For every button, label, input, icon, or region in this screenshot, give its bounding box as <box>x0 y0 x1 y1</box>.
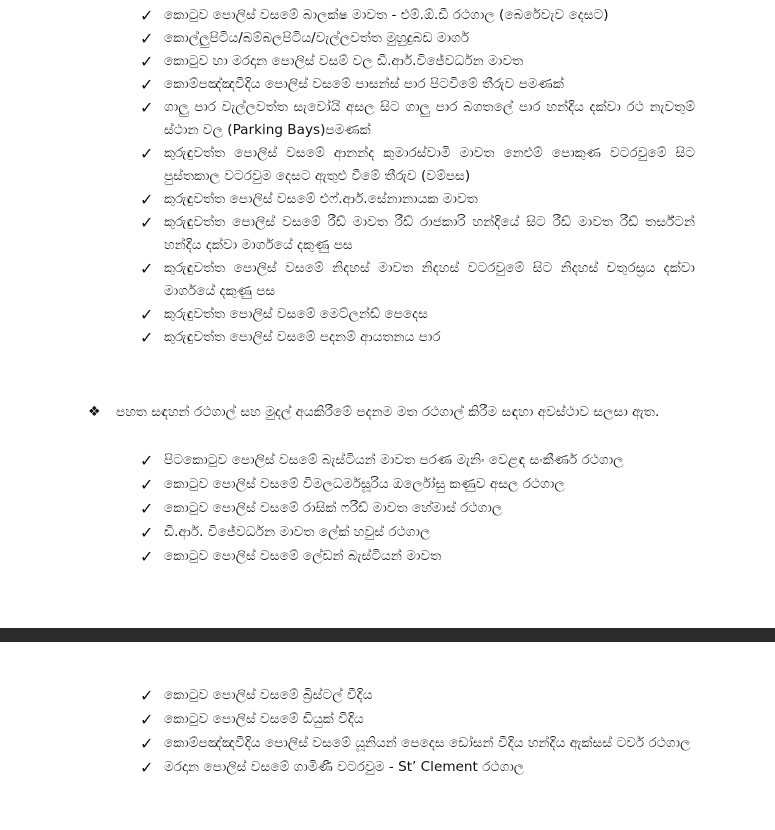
list-item-text: කුරුඳුවත්ත පොලිස් වසමේ පදනම් ආයතනය පාර <box>164 329 441 345</box>
list-item-text: කොටුව පොලිස් වසමේ බ්‍රිස්ටල් වීදිය <box>164 687 373 703</box>
list-item <box>140 4 695 27</box>
check-icon: ✓ <box>140 686 154 705</box>
list-item <box>140 732 695 755</box>
check-icon: ✓ <box>140 29 154 48</box>
list-item <box>140 473 695 496</box>
list-item-text: කුරුඳුවත්ත පොලිස් වසමේ රීඩ් මාවත රීඩ් රාජකාරි හන්දියේ සිට රීඩ් මාවත රීඩ් තර්ස්ටන් හන්දිය දක්වා මාර්ගයේ දකුණු පස <box>164 214 695 253</box>
list-item <box>140 303 695 326</box>
check-icon: ✓ <box>140 328 154 347</box>
bullet-paragraph <box>88 401 698 424</box>
check-icon: ✓ <box>140 259 154 278</box>
diamond-bullet-icon: ❖ <box>88 404 101 420</box>
check-icon: ✓ <box>140 734 154 753</box>
list-item <box>140 27 695 50</box>
list-item-text: කොටුව හා මරදාන පොලිස් වසම් වල ඩී.ආර්.විජේවර්ධන මාවත <box>164 53 524 69</box>
list-item <box>140 73 695 96</box>
check-icon: ✓ <box>140 213 154 232</box>
list-item-text: පිටකොටුව පොලිස් වසමේ බැස්ටියන් මාවත පරණ මැනිං වෙළඳ සංකීර්ණ රථගාල <box>164 452 624 468</box>
check-icon: ✓ <box>140 6 154 25</box>
check-icon: ✓ <box>140 475 154 494</box>
list-item <box>140 142 695 188</box>
list-item <box>140 756 695 779</box>
list-item-text: කොම්පඤ්ඤවීදිය පොලිස් වසමේ යූනියන් පෙදෙස ඩෝසන් වීදිය හන්දිය ඇක්සස් ටවර් රථගාල <box>164 735 691 751</box>
list-item-text: කොටුව පොලිස් වසමේ රාසික් ෆරීඩ් මාවත හේමාස් රථගාල <box>164 500 503 516</box>
check-icon: ✓ <box>140 144 154 163</box>
list-item <box>140 497 695 520</box>
check-icon: ✓ <box>140 305 154 324</box>
check-icon: ✓ <box>140 523 154 542</box>
bullet-paragraph-text: පහත සඳහන් රථගාල් සහ මුදල් අයකිරීමේ පදනම මත රථගාල් කිරීම සඳහා අවස්ථාව සලසා ඇත. <box>116 404 660 420</box>
check-icon: ✓ <box>140 98 154 117</box>
list-item <box>140 684 695 707</box>
list-item-text: කුරුඳුවත්ත පොලිස් වසමේ මෙට්ලන්ඩ් පෙදෙස <box>164 306 428 322</box>
list-item <box>140 326 695 349</box>
list-item-text: කුරුඳුවත්ත පොලිස් වසමේ නිදහස් මාවත නිදහස් වටරවුමේ සිට නිදහස් චතුරස්‍රය දක්වා මාර්ගයේ දකුණු පස <box>164 260 695 299</box>
list-item-text: කොල්ලුපිටිය/බම්බලපිටිය/වැල්ලවත්ත මුහුදුබඩ මාර්ග <box>164 30 470 46</box>
checklist-restricted-roads <box>140 4 695 349</box>
list-item <box>140 449 695 472</box>
list-item-text: කොම්පඤ්ඤවීදිය පොලිස් වසමේ පාසන්ස් පාර පිටවීමේ තීරුව පමණක් <box>164 76 564 92</box>
list-item <box>140 188 695 211</box>
check-icon: ✓ <box>140 52 154 71</box>
list-item-text: කොටුව පොලිස් වසමේ ලේඩන් බැස්ටියන් මාවත <box>164 548 442 564</box>
list-item-text: ගාලු පාර වැල්ලවත්ත සැවෝයි අසල සිට ගාලු පාර බගතලේ පාර හන්දිය දක්වා රථ නැවතුම් ස්ථාන වල (Parking Bays)පමණක් <box>164 99 695 138</box>
checklist-paid-parking <box>140 449 695 569</box>
check-icon: ✓ <box>140 451 154 470</box>
check-icon: ✓ <box>140 190 154 209</box>
list-item-text: කුරුඳුවත්ත පොලිස් වසමේ ආනන්ද කුමාරස්වාමි මාවත නෙළුම් පොකුණ වටරවුමේ සිට පුස්තකාල වටරවුම දෙසට ඇතුළු වීමේ තීරුව (වම්පස) <box>164 145 695 184</box>
list-item-text: මරදාන පොලිස් වසමේ ගාමිණී වටරවුම - St’ Clement රථගාල <box>164 759 525 775</box>
check-icon: ✓ <box>140 499 154 518</box>
list-item <box>140 521 695 544</box>
check-icon: ✓ <box>140 547 154 566</box>
page-separator <box>0 628 775 642</box>
list-item-text: කොටුව පොලිස් වසමේ බාලක්ෂ මාවත - එම්.ඕ.ඩී රථගාල (බෙරේවැව දෙසට) <box>164 7 609 23</box>
list-item <box>140 708 695 731</box>
list-item <box>140 257 695 303</box>
check-icon: ✓ <box>140 758 154 777</box>
list-item-text: කොටුව පොලිස් වසමේ විමලධර්මසූරිය ඔර්ලෝසු කණුව අසල රථගාල <box>164 476 565 492</box>
checklist-paid-parking-continued <box>140 684 695 780</box>
check-icon: ✓ <box>140 710 154 729</box>
check-icon: ✓ <box>140 75 154 94</box>
list-item <box>140 50 695 73</box>
list-item <box>140 545 695 568</box>
list-item <box>140 96 695 142</box>
list-item-text: ඩී.ආර්. විජේවර්ධන මාවත ලේක් හවුස් රථගාල <box>164 524 431 540</box>
list-item-text: කුරුඳුවත්ත පොලිස් වසමේ එෆ්.ආර්.සේනානායක මාවත <box>164 191 478 207</box>
list-item <box>140 211 695 257</box>
list-item-text: කොටුව පොලිස් වසමේ ඩියුක් වීදිය <box>164 711 364 727</box>
